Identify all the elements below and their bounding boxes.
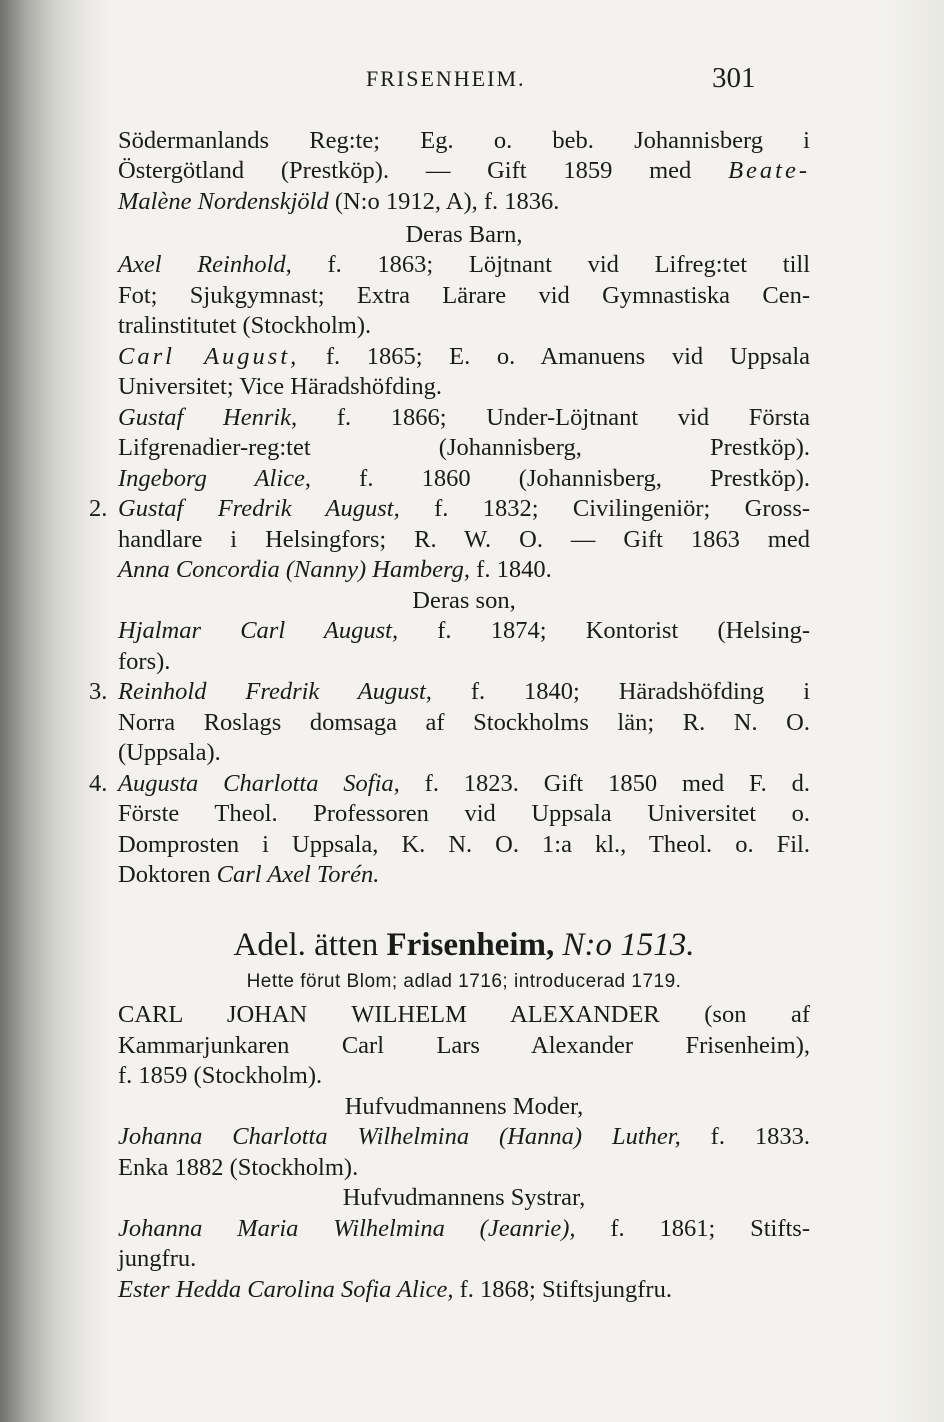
- text-line: Fot; Sjukgymnast; Extra Lärare vid Gymnastiska Cen-: [118, 282, 810, 309]
- text-line: Östergötland (Prestköp). — Gift 1859 med Beate-: [118, 157, 811, 184]
- text-line: Anna Concordia (Nanny) Hamberg, f. 1840.: [118, 556, 552, 583]
- text-line: Malène Nordenskjöld (N:o 1912, A), f. 1836.: [118, 188, 560, 215]
- text-line: Johanna Charlotta Wilhelmina (Hanna) Luther, f. 1833.: [118, 1123, 810, 1150]
- text-line: Enka 1882 (Stockholm).: [118, 1154, 359, 1181]
- page-edge: [884, 0, 944, 1422]
- section-heading: Adel. ätten Frisenheim, N:o 1513.: [233, 927, 695, 963]
- section-subheading: Hette förut Blom; adlad 1716; introducerad 1719.: [246, 971, 682, 992]
- text-line: jungfru.: [118, 1245, 197, 1272]
- text-line: Domprosten i Uppsala, K. N. O. 1:a kl., Theol. o. Fil.: [118, 831, 810, 858]
- text-line: Deras son,: [412, 587, 516, 614]
- text-line: Kammarjunkaren Carl Lars Alexander Frisenheim),: [118, 1032, 810, 1059]
- text-line: f. 1859 (Stockholm).: [118, 1062, 323, 1089]
- text-line: 4. Augusta Charlotta Sofia, f. 1823. Gift 1850 med F. d.: [89, 770, 810, 797]
- book-binding-shadow: [0, 0, 112, 1422]
- text-line: CARL JOHAN WILHELM ALEXANDER (son af: [118, 1001, 810, 1028]
- text-line: Doktoren Carl Axel Torén.: [118, 861, 380, 888]
- text-line: Hufvudmannens Moder,: [344, 1093, 584, 1120]
- page-header: [0, 62, 944, 102]
- text-line: Ingeborg Alice, f. 1860 (Johannisberg, Prestköp).: [118, 465, 810, 492]
- text-line: 3. Reinhold Fredrik August, f. 1840; Häradshöfding i: [89, 678, 811, 705]
- text-line: 2. Gustaf Fredrik August, f. 1832; Civilingeniör; Gross-: [89, 495, 811, 522]
- text-line: Förste Theol. Professoren vid Uppsala Universitet o.: [118, 800, 810, 827]
- text-line: Södermanlands Reg:te; Eg. o. beb. Johannisberg i: [118, 127, 810, 154]
- text-line: Norra Roslags domsaga af Stockholms län; R. N. O.: [118, 709, 810, 736]
- text-line: Johanna Maria Wilhelmina (Jeanrie), f. 1861; Stifts-: [118, 1215, 810, 1242]
- text-line: tralinstitutet (Stockholm).: [118, 312, 372, 339]
- text-line: (Uppsala).: [118, 739, 221, 766]
- text-line: Hufvudmannens Systrar,: [342, 1184, 586, 1211]
- text-line: Universitet; Vice Häradshöfding.: [118, 373, 442, 400]
- text-line: Gustaf Henrik, f. 1866; Under-Löjtnant vid Första: [118, 404, 810, 431]
- running-head: FRISENHEIM.: [366, 66, 526, 91]
- text-line: Carl August, f. 1865; E. o. Amanuens vid Uppsala: [118, 343, 810, 370]
- text-line: handlare i Helsingfors; R. W. O. — Gift 1863 med: [118, 526, 810, 553]
- text-line: Ester Hedda Carolina Sofia Alice, f. 1868; Stiftsjungfru.: [118, 1276, 672, 1303]
- text-line: fors).: [118, 648, 171, 675]
- text-line: Lifgrenadier-reg:tet (Johannisberg, Prestköp).: [118, 434, 810, 461]
- text-line: Deras Barn,: [405, 221, 523, 248]
- text-line: Axel Reinhold, f. 1863; Löjtnant vid Lifreg:tet till: [118, 251, 810, 278]
- page-number: 301: [712, 62, 756, 94]
- text-line: Hjalmar Carl August, f. 1874; Kontorist (Helsing-: [118, 617, 810, 644]
